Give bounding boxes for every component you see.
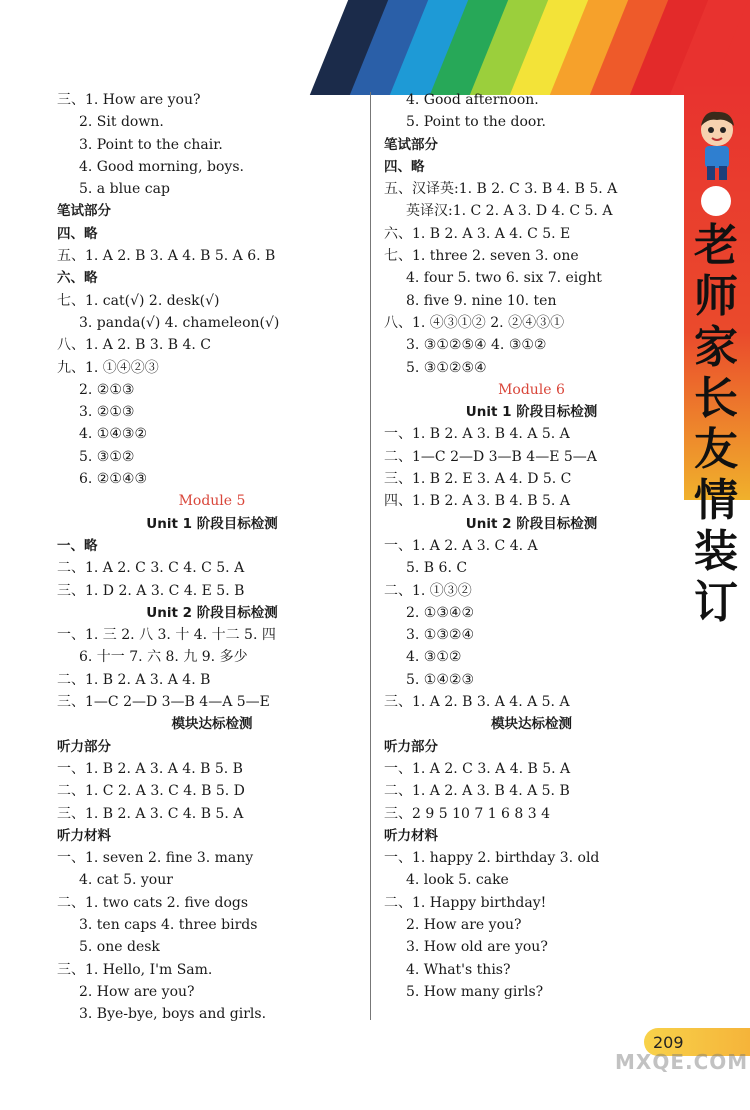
- answer-line: Module 5: [178, 493, 246, 510]
- answer-line: 模块达标检测: [171, 716, 253, 733]
- answer-line: 3. ②①③: [79, 404, 135, 421]
- answer-line: 三、1—C 2—D 3—B 4—A 5—E: [57, 694, 270, 711]
- watermark-text: MXQE.COM: [615, 1050, 749, 1074]
- answer-line: 3. panda(√) 4. chameleon(√): [79, 314, 280, 331]
- answer-line: 二、1. two cats 2. five dogs: [57, 894, 249, 911]
- answer-line: Unit 1 阶段目标检测: [465, 404, 598, 421]
- answer-line: 5. ①④②③: [406, 671, 475, 688]
- answer-line: 听力材料: [57, 827, 111, 844]
- answer-line: 八、1. ④③①② 2. ②④③①: [384, 314, 565, 331]
- vertical-binding-title: [688, 220, 744, 628]
- answer-line: 4. ①④③②: [79, 426, 148, 443]
- answer-line: 5. ③①②: [79, 448, 135, 465]
- answer-line: 4. cat 5. your: [79, 872, 173, 889]
- answer-line: 3. How old are you?: [406, 939, 548, 956]
- answer-line: 四、1. B 2. A 3. B 4. B 5. A: [384, 493, 570, 510]
- answer-line: 二、1—C 2—D 3—B 4—E 5—A: [384, 448, 597, 465]
- answer-line: 5. one desk: [79, 939, 160, 956]
- answer-line: 笔试部分: [57, 203, 111, 220]
- answer-line: 二、1. ①③②: [384, 582, 472, 599]
- binding-title-char: 情: [694, 475, 738, 526]
- answer-line: 4. Good morning, boys.: [79, 158, 244, 175]
- answer-line: 一、1. B 2. A 3. A 4. B 5. B: [57, 760, 243, 777]
- answer-line: 三、1. A 2. B 3. A 4. A 5. A: [384, 694, 570, 711]
- answer-line: 五、1. A 2. B 3. A 4. B 5. A 6. B: [57, 248, 276, 265]
- answer-line: 三、1. B 2. A 3. C 4. B 5. A: [57, 805, 244, 822]
- answer-line: 七、1. three 2. seven 3. one: [384, 248, 579, 265]
- answer-line: 6. 十一 7. 六 8. 九 9. 多少: [79, 649, 248, 666]
- answer-line: 一、1. A 2. C 3. A 4. B 5. A: [384, 760, 571, 777]
- answer-line: 三、1. How are you?: [57, 92, 201, 108]
- answer-line: 3. Point to the chair.: [79, 136, 223, 153]
- answer-line: 一、1. seven 2. fine 3. many: [57, 850, 254, 867]
- answer-line: 二、1. A 2. C 3. C 4. C 5. A: [57, 560, 245, 577]
- answer-line: 七、1. cat(√) 2. desk(√): [57, 292, 220, 309]
- answer-line: 5. How many girls?: [406, 983, 544, 1000]
- answer-line: 笔试部分: [384, 136, 438, 153]
- answer-line: 5. a blue cap: [79, 181, 170, 198]
- answer-line: 4. ③①②: [406, 649, 462, 666]
- binding-title-char: 装: [694, 526, 738, 577]
- answer-line: 一、1. A 2. A 3. C 4. A: [384, 537, 538, 554]
- answer-line: Unit 2 阶段目标检测: [146, 604, 278, 621]
- answer-line: Module 6: [498, 381, 565, 398]
- answer-line: 二、1. A 2. A 3. B 4. A 5. B: [384, 783, 570, 800]
- answer-line: 5. Point to the door.: [406, 114, 546, 131]
- binding-title-char: 长: [694, 373, 738, 424]
- binding-title-char: 师: [694, 271, 738, 322]
- answer-line: 听力部分: [57, 738, 111, 755]
- binding-title-char: 友: [694, 424, 738, 475]
- answer-line: Unit 1 阶段目标检测: [146, 515, 278, 532]
- binding-title-char: 订: [694, 577, 738, 628]
- answer-line: 听力材料: [384, 827, 438, 844]
- page-number: 209: [653, 1033, 684, 1052]
- answer-line: 一、略: [57, 537, 98, 554]
- answer-line: 九、1. ①④②③: [57, 359, 159, 376]
- answer-line: 3. ①③②④: [406, 627, 475, 644]
- answer-line: 模块达标检测: [491, 716, 572, 733]
- answer-line: 听力部分: [384, 738, 438, 755]
- column-divider: [370, 92, 371, 1020]
- answer-line: 三、1. B 2. E 3. A 4. D 5. C: [384, 471, 572, 488]
- answer-line: 6. ②①④③: [79, 471, 148, 488]
- answer-line: 4. What's this?: [406, 961, 511, 978]
- cartoon-boy-icon: [690, 108, 744, 184]
- answer-line: 二、1. B 2. A 3. A 4. B: [57, 671, 211, 688]
- answer-line: 三、2 9 5 10 7 1 6 8 3 4: [384, 805, 551, 822]
- answer-line: 六、1. B 2. A 3. A 4. C 5. E: [384, 225, 571, 242]
- answer-line: 一、1. B 2. A 3. B 4. A 5. A: [384, 426, 570, 443]
- answer-line: 2. Sit down.: [79, 114, 164, 131]
- binding-title-char: 家: [694, 322, 738, 373]
- binding-title-char: 老: [694, 220, 738, 271]
- white-dot-icon: [701, 186, 731, 216]
- answer-line: 2. ①③④②: [406, 604, 475, 621]
- answer-line: 5. ③①②⑤④: [406, 359, 487, 376]
- answer-line: 一、1. happy 2. birthday 3. old: [384, 850, 600, 867]
- answer-line: 一、1. 三 2. 八 3. 十 4. 十二 5. 四: [57, 627, 276, 644]
- answer-line: Unit 2 阶段目标检测: [465, 515, 598, 532]
- answer-line: 3. ③①②⑤④ 4. ③①②: [406, 337, 547, 354]
- answer-line: 4. four 5. two 6. six 7. eight: [406, 270, 602, 287]
- answer-line: 2. How are you?: [79, 983, 195, 1000]
- rainbow-stripes-banner: [0, 0, 750, 95]
- answer-line: 4. Good afternoon.: [406, 92, 539, 108]
- answer-line: 三、1. D 2. A 3. C 4. E 5. B: [57, 582, 245, 599]
- answer-line: 二、1. C 2. A 3. C 4. B 5. D: [57, 783, 245, 800]
- answer-line: 3. ten caps 4. three birds: [79, 916, 258, 933]
- answer-line: 4. look 5. cake: [406, 872, 509, 889]
- answer-line: 四、略: [384, 158, 425, 175]
- answer-line: 英译汉:1. C 2. A 3. D 4. C 5. A: [406, 203, 613, 220]
- answer-line: 2. ②①③: [79, 381, 135, 398]
- answer-column-right: [384, 89, 679, 1003]
- answer-line: 8. five 9. nine 10. ten: [406, 292, 557, 309]
- answer-line: 5. B 6. C: [406, 560, 468, 577]
- answer-line: 四、略: [57, 225, 98, 242]
- answer-column-left: [57, 89, 367, 1025]
- answer-line: 五、汉译英:1. B 2. C 3. B 4. B 5. A: [384, 181, 618, 198]
- answer-line: 八、1. A 2. B 3. B 4. C: [57, 337, 211, 354]
- answer-line: 六、略: [57, 270, 98, 287]
- answer-line: 3. Bye-bye, boys and girls.: [79, 1006, 267, 1023]
- answer-line: 2. How are you?: [406, 916, 522, 933]
- answer-line: 三、1. Hello, I'm Sam.: [57, 961, 213, 978]
- answer-line: 二、1. Happy birthday!: [384, 894, 547, 911]
